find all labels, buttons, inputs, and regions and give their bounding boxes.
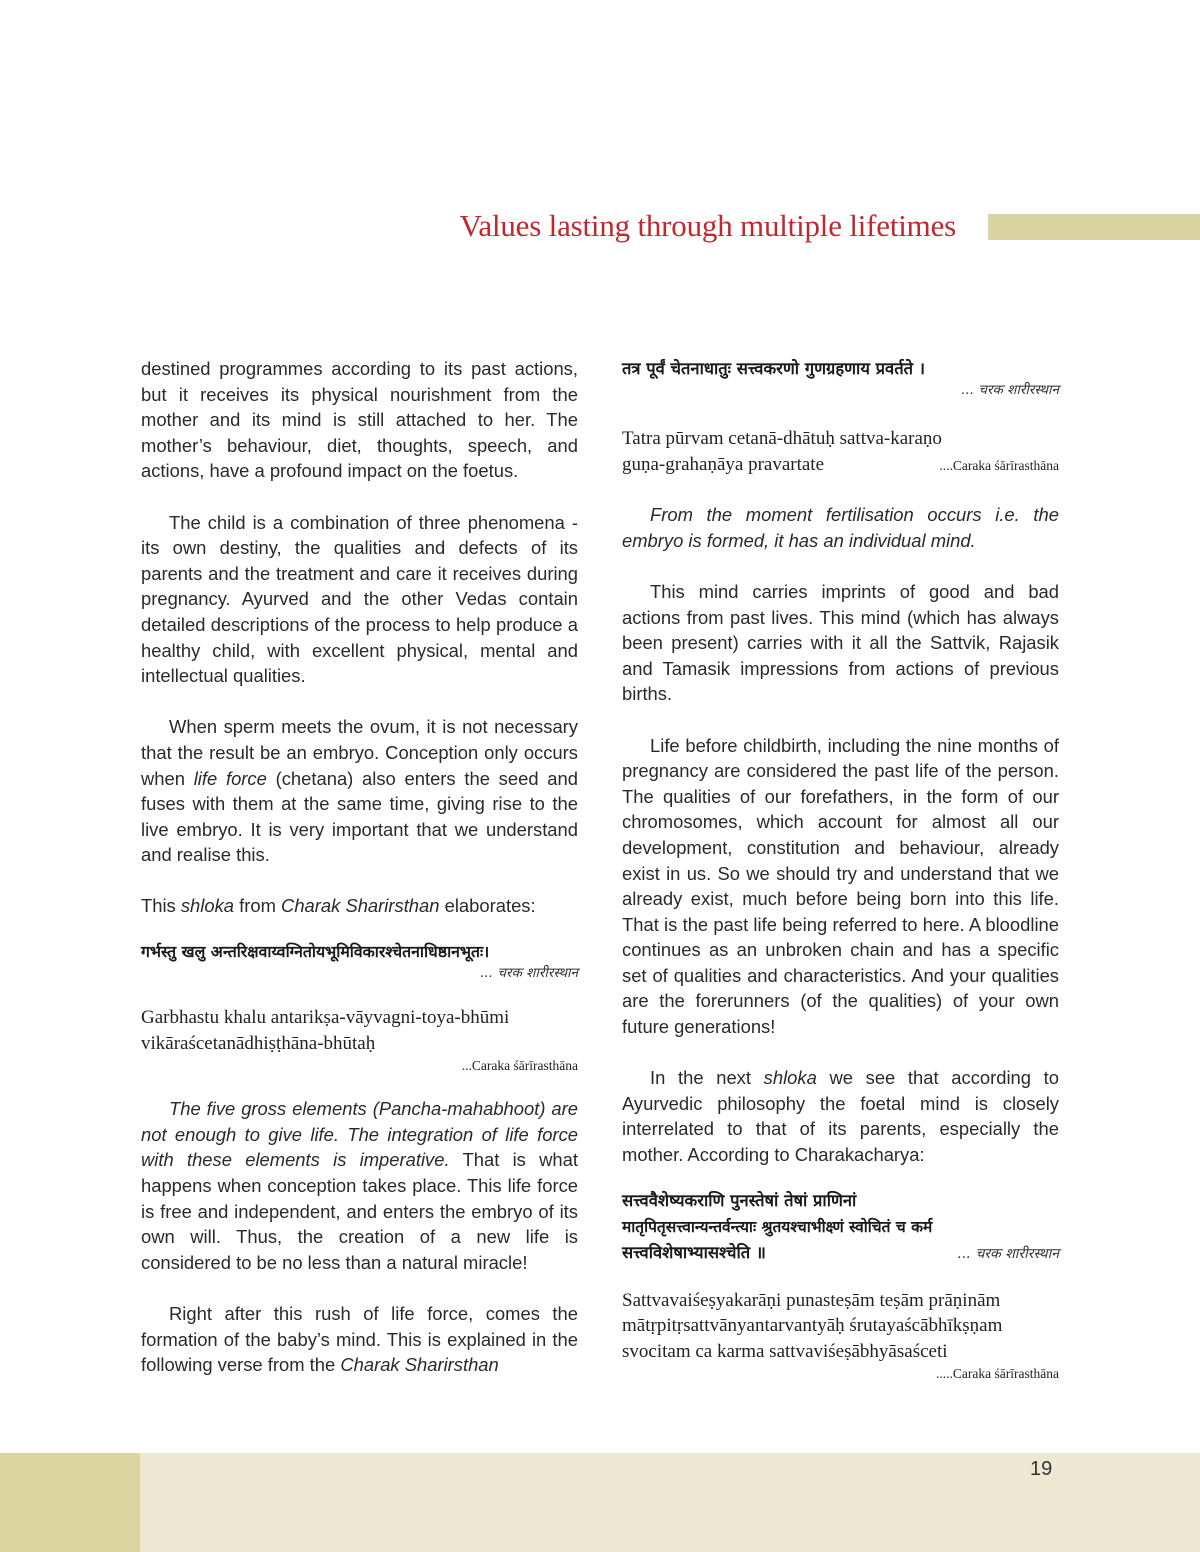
transliteration <box>622 1288 1059 1385</box>
transliteration-line: svocitam ca karma sattvaviśeṣābhyāsaśceti <box>622 1340 948 1362</box>
transliteration-line: vikāraścetanādhiṣṭhāna-bhūtaḥ <box>141 1032 376 1054</box>
emphasis: shloka <box>180 895 235 917</box>
transliteration-source: .....Caraka śārīrasthāna <box>936 1366 1059 1382</box>
footer-band <box>0 1453 1200 1552</box>
emphasis: The five gross elements (Pancha-mahabhoot) are not enough to give life. The integration of life force with these elements is imperative. <box>141 1098 578 1171</box>
sanskrit-line-with-source <box>622 1240 1059 1266</box>
sanskrit-verse <box>622 356 1059 398</box>
transliteration-line: Garbhastu khalu antarikṣa-vāyvagni-toya-bhūmi <box>141 1007 510 1029</box>
transliteration-line-with-source <box>622 452 1059 479</box>
page-title: Values lasting through multiple lifetimes <box>459 208 956 243</box>
paragraph <box>141 893 578 919</box>
paragraph <box>141 1096 578 1275</box>
sanskrit-verse <box>622 1188 1059 1266</box>
paragraph <box>141 1301 578 1378</box>
transliteration <box>622 426 1059 478</box>
text-run: (chetana) also enters the seed and fuses with them at the same time, giving rise to the live embryo. It is very important that we understand and realise this. <box>141 767 578 866</box>
emphasis: Charak Sharirsthan <box>340 1354 499 1376</box>
transliteration-source: ....Caraka śārīrasthāna <box>939 457 1059 473</box>
transliteration-line: mātṛpitṛsattvānyantarvantyāḥ śrutayaścābhīkṣṇam <box>622 1315 1003 1337</box>
emphasis: shloka <box>763 1067 817 1089</box>
sanskrit-text: सत्त्वविशेषाभ्यासश्चेति ॥ <box>622 1242 766 1262</box>
sanskrit-line: सत्त्ववैशेष्यकराणि पुनस्तेषां तेषां प्राणिनां <box>622 1190 857 1210</box>
paragraph: destined programmes according to its past actions, but it receives its physical nourishment from the mother and its mind is still attached to her. The mother’s behaviour, diet, thoughts, speech, and actions, have a profound impact on the foetus. <box>141 358 578 482</box>
sanskrit-line: मातृपितृसत्त्वान्यन्तर्वन्त्याः श्रुतयश्चाभीक्ष्णं स्वोचितं च कर्म <box>622 1217 933 1236</box>
text-run: When sperm meets the ovum, it is not necessary that the result be an embryo. Conception only occurs when <box>141 716 578 789</box>
text-run: That is what happens when conception takes place. This life force is free and independent, and enters the embryo of its own will. Thus, the creation of a new life is considered to be no less than a natural miracle! <box>141 1149 578 1273</box>
title-accent-bar <box>988 214 1200 240</box>
text-run: Right after this rush of life force, comes the formation of the baby’s mind. This is explained in the following verse from the <box>141 1303 578 1376</box>
page-number: 19 <box>1030 1458 1053 1480</box>
paragraph <box>141 714 578 868</box>
sanskrit-line: तत्र पूर्वं चेतनाधातुः सत्त्वकरणो गुणग्रहणाय प्रवर्तते । <box>622 359 926 378</box>
paragraph <box>622 1065 1059 1167</box>
transliteration-line: Tatra pūrvam cetanā-dhātuḥ sattva-karaṇo <box>622 428 942 449</box>
text-run: This <box>141 895 181 917</box>
left-column <box>141 356 578 1378</box>
text-run: we see that according to Ayurvedic philosophy the foetal mind is closely interrelated to that of its parents, especially the mother. According to Charakacharya: <box>622 1067 1059 1166</box>
paragraph: The child is a combination of three phenomena - its own destiny, the qualities and defects of its parents and the treatment and care it receives during pregnancy. Ayurved and the other Vedas contain detailed descriptions of the process to help produce a healthy child, with excellent physical, mental and intellectual qualities. <box>141 511 578 687</box>
sanskrit-verse <box>141 939 578 981</box>
sanskrit-line: गर्भस्तु खलु अन्तरिक्षवाय्वग्नितोयभूमिविकारश्चेतनाधिष्ठानभूतः। <box>141 942 490 962</box>
text-run: from <box>234 895 282 917</box>
emphasis: life force <box>193 767 267 789</box>
emphasis: Charak Sharirsthan <box>281 895 440 917</box>
verse-source: ... चरक शारीरस्थान <box>957 1245 1059 1262</box>
footer-accent-block <box>0 1453 140 1552</box>
transliteration <box>141 1005 578 1076</box>
verse-source: ... चरक शारीरस्थान <box>480 965 578 982</box>
text-run: elaborates: <box>439 895 536 917</box>
text-run: In the next <box>650 1067 764 1089</box>
transliteration-text: guṇa-grahaṇāya pravartate <box>622 453 825 475</box>
verse-source: ... चरक शारीरस्थान <box>961 382 1059 398</box>
transliteration-line: Sattvavaiśeṣyakarāṇi punasteṣām teṣām prāṇinām <box>622 1289 1001 1311</box>
paragraph: From the moment fertilisation occurs i.e. the embryo is formed, it has an individual mind. <box>622 504 1059 551</box>
paragraph: This mind carries imprints of good and bad actions from past lives. This mind (which has always been present) carries with it all the Sattvik, Rajasik and Tamasik impressions from actions of previous births. <box>622 580 1059 705</box>
right-column <box>622 356 1059 1384</box>
transliteration-source: ...Caraka śārīrasthāna <box>461 1058 578 1074</box>
paragraph: Life before childbirth, including the nine months of pregnancy are considered the past life of the person. The qualities of our forefathers, in the form of our chromosomes, which account for almost all our development, constitution and behaviour, already exist in us. So we should try and understand that we already exist, much before being born into this life. That is the past life being referred to here. A bloodline continues as an unbroken chain and has a specific set of qualities and characteristics. And your qualities are the forerunners (of the qualities) of your own future generations! <box>622 734 1059 1038</box>
